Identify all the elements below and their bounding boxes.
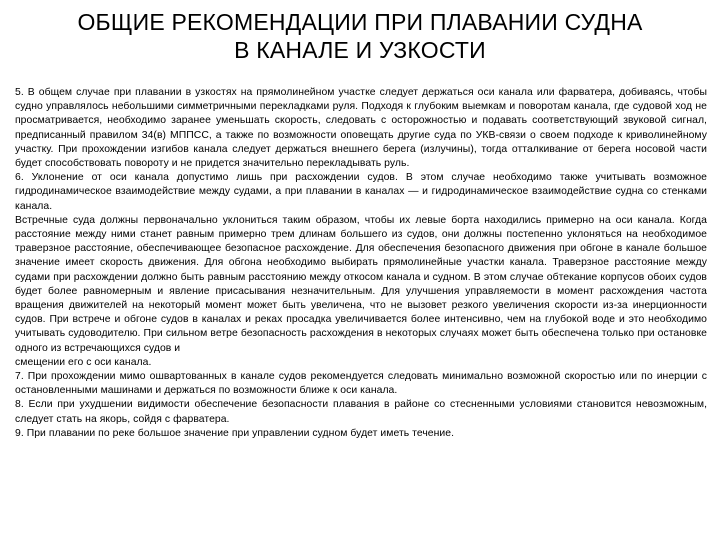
- paragraph-item-7: 7. При прохождении мимо ошвартованных в канале судов рекомендуется следовать минимально возможной скоростью или по инерции с остановленными машинами и держаться по возможности ближе к оси канала.: [15, 371, 707, 397]
- paragraph-item-9: 9. При плавании по реке большое значение при управлении судном будет иметь течение.: [15, 427, 455, 439]
- slide-title: [0, 8, 720, 64]
- paragraph-item-8: 8. Если при ухудшении видимости обеспечение безопасности плавания в районе со стесненными условиями становится невозможным, следует стать на якорь, сойдя с фарватера.: [15, 399, 707, 425]
- slide-body-text: [15, 86, 707, 441]
- paragraph-item-5: 5. В общем случае при плавании в узкостях на прямолинейном участке следует держаться оси канала или фарватера, добиваясь, чтобы судно управлялось небольшими симметричными перекладками руля. Подходя к глубоким выемкам и поворотам канала, где судовой ход не просматривается, необходимо заранее уменьшать скорость, следовать с осторожностью и подавать соответствующий звуковой сигнал, предписанный правилом 34(в) МППСС, а также по возможности оповещать другие суда по УКВ-связи о своем подходе к криволинейному участку. При прохождении изгибов канала следует держаться внешнего берега (излучины), тогда отталкивание от берега носовой части будет способствовать повороту и не придется значительно перекладывать руль.: [15, 87, 707, 170]
- slide-title-line-1: ОБЩИЕ РЕКОМЕНДАЦИИ ПРИ ПЛАВАНИИ СУДНА: [77, 9, 643, 35]
- slide-title-line-2: В КАНАЛЕ И УЗКОСТИ: [234, 37, 486, 63]
- paragraph-item-6: 6. Уклонение от оси канала допустимо лишь при расхождении судов. В этом случае необходимо также учитывать возможное гидродинамическое взаимодействие между судами, а при плавании в каналах — и гидродинамическое взаимодействие судна со стенками канала.: [15, 172, 707, 212]
- paragraph-axis-shift: смещении его с оси канала.: [15, 356, 152, 368]
- paragraph-oncoming-vessels: Встречные суда должны первоначально уклониться таким образом, чтобы их левые борта находились примерно на оси канала. Когда расстояние между ними станет равным примерно трем длинам большего из судов, они должны постепенно уклоняться на необходимое траверзное расстояние, обеспечивающее безопасное расхождение. Для обеспечения безопасного движения при обгоне в канале большое значение имеет скорость движения. Для обгона необходимо выбирать прямолинейные участки канала. Траверзное расстояние между судами при расхождении должно быть равным расстоянию между откосом канала и судном. В этом случае обтекание корпусов обоих судов будет более равномерным и явление присасывания незначительным. Для улучшения управляемости в момент расхождения частота вращения движителей на некоторый момент может быть увеличена, что не вызовет резкого увеличения скорости из-за инерционности судов. При встрече и обгоне судов в каналах и реках просадка увеличивается более интенсивно, чем на глубокой воде и это необходимо учитывать судоводителю. При сильном ветре безопасность расхождения в некоторых случаях может быть обеспечена только при остановке одного из встречающихся судов и: [15, 214, 707, 354]
